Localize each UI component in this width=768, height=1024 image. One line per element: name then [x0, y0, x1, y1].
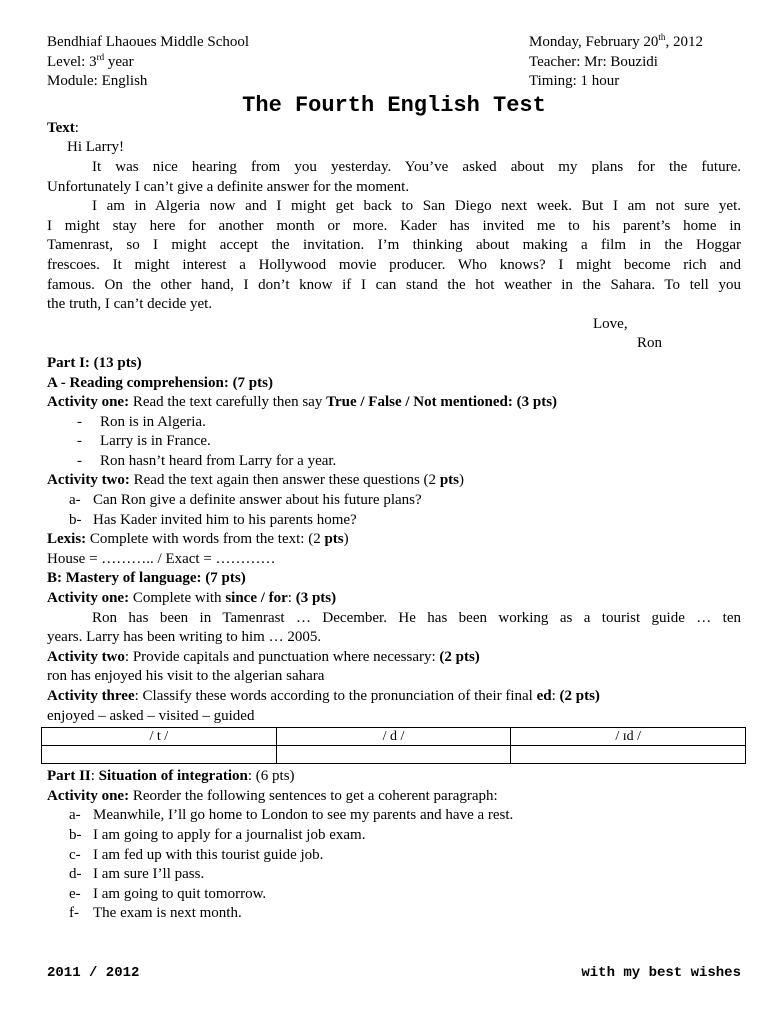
list-item: e- I am going to quit tomorrow.	[69, 885, 267, 902]
letter-signature: Ron	[637, 335, 663, 352]
text-label: Text:	[47, 119, 79, 136]
list-item: a- Can Ron give a definite answer about his future plans?	[69, 492, 422, 509]
header-row-1	[47, 33, 741, 53]
list-item: - Ron is in Algeria.	[77, 413, 206, 430]
part2-title: Part II: Situation of integration: (6 pts)	[47, 768, 295, 785]
part1-title: Part I: (13 pts)	[47, 354, 142, 371]
list-item: d- I am sure I’ll pass.	[69, 866, 205, 883]
test-date: Monday, February 20th, 2012	[529, 32, 703, 50]
word-list: enjoyed – asked – visited – guided	[47, 707, 255, 724]
activity-one-instruction: Activity one: Read the text carefully then say True / False / Not mentioned: (3 pts)	[47, 394, 558, 411]
lexis-blanks: House = ……….. / Exact = …………	[47, 550, 276, 567]
module: Module: English	[47, 73, 148, 90]
column-t: / t /	[42, 728, 277, 746]
timing: Timing: 1 hour	[529, 73, 620, 90]
activity-text-line: Ron has been in Tamenrast … December. He has been working as a tourist guide … ten	[92, 609, 741, 626]
school-name: Bendhiaf Lhaoues Middle School	[47, 34, 250, 50]
header-row-2	[47, 53, 741, 73]
answer-cell[interactable]	[511, 746, 746, 764]
table-answer-row	[42, 746, 746, 764]
activity-text-line: years. Larry has been writing to him … 2005.	[47, 629, 322, 646]
letter-closing: Love,	[593, 315, 628, 332]
list-item: - Larry is in France.	[77, 433, 211, 450]
letter-line: Tamenrast, so I might accept the invitation. I’m thinking about making a film in the Hoggar	[47, 237, 741, 254]
letter-line: I am in Algeria now and I might get back to San Diego next week. But I am not sure yet.	[92, 198, 741, 215]
activity-since-for-instruction: Activity one: Complete with since / for: (3 pts)	[47, 590, 337, 607]
section-a-title: A - Reading comprehension: (7 pts)	[47, 374, 273, 391]
letter-line: the truth, I can’t decide yet.	[47, 296, 213, 313]
list-item: f- The exam is next month.	[69, 905, 242, 922]
reorder-instruction: Activity one: Reorder the following sentences to get a coherent paragraph:	[47, 787, 498, 804]
activity-two-instruction: Activity two: Read the text again then answer these questions (2 pts)	[47, 472, 464, 489]
list-item: a- Meanwhile, I’ll go home to London to see my parents and have a rest.	[69, 807, 514, 824]
list-item: - Ron hasn’t heard from Larry for a year.	[77, 452, 337, 469]
letter-line: frescoes. It might interest a Hollywood movie producer. Who knows? I might become rich and	[47, 256, 741, 273]
punctuation-sentence: ron has enjoyed his visit to the algerian sahara	[47, 668, 325, 685]
page-footer	[47, 965, 741, 981]
list-item: c- I am fed up with this tourist guide job.	[69, 846, 324, 863]
letter-greeting: Hi Larry!	[67, 139, 125, 156]
footer-year: 2011 / 2012	[47, 965, 140, 981]
list-item: b- I am going to apply for a journalist job exam.	[69, 826, 366, 843]
activity-punctuation-instruction: Activity two: Provide capitals and punctuation where necessary: (2 pts)	[47, 648, 480, 665]
footer-wishes: with my best wishes	[581, 965, 741, 981]
lexis-instruction: Lexis: Complete with words from the text: (2 pts)	[47, 531, 349, 548]
letter-line: famous. On the other hand, I don’t know if I can stand the hot weather in the Sahara. To tell you	[47, 276, 741, 293]
letter-line: Unfortunately I can’t give a definite answer for the moment.	[47, 178, 410, 195]
column-id: / ɪd /	[511, 728, 746, 746]
level: Level: 3rd year	[47, 51, 134, 70]
teacher: Teacher: Mr: Bouzidi	[529, 53, 658, 70]
column-d: / d /	[276, 728, 511, 746]
activity-pronunciation-instruction: Activity three: Classify these words according to the pronunciation of their final ed: (2 pts)	[47, 688, 600, 704]
page-title: The Fourth English Test	[242, 92, 546, 118]
answer-cell[interactable]	[42, 746, 277, 764]
list-item: b- Has Kader invited him to his parents home?	[69, 511, 357, 528]
section-b-title: B: Mastery of language: (7 pts)	[47, 570, 246, 587]
table-header-row	[42, 728, 746, 746]
letter-line: I might stay here for another month or more. Kader has invited me to his parent’s home in	[47, 217, 741, 234]
pronunciation-table	[41, 727, 746, 764]
letter-line: It was nice hearing from you yesterday. You’ve asked about my plans for the future.	[92, 158, 741, 175]
test-page	[47, 33, 741, 924]
answer-cell[interactable]	[276, 746, 511, 764]
header-row-3	[47, 72, 741, 92]
